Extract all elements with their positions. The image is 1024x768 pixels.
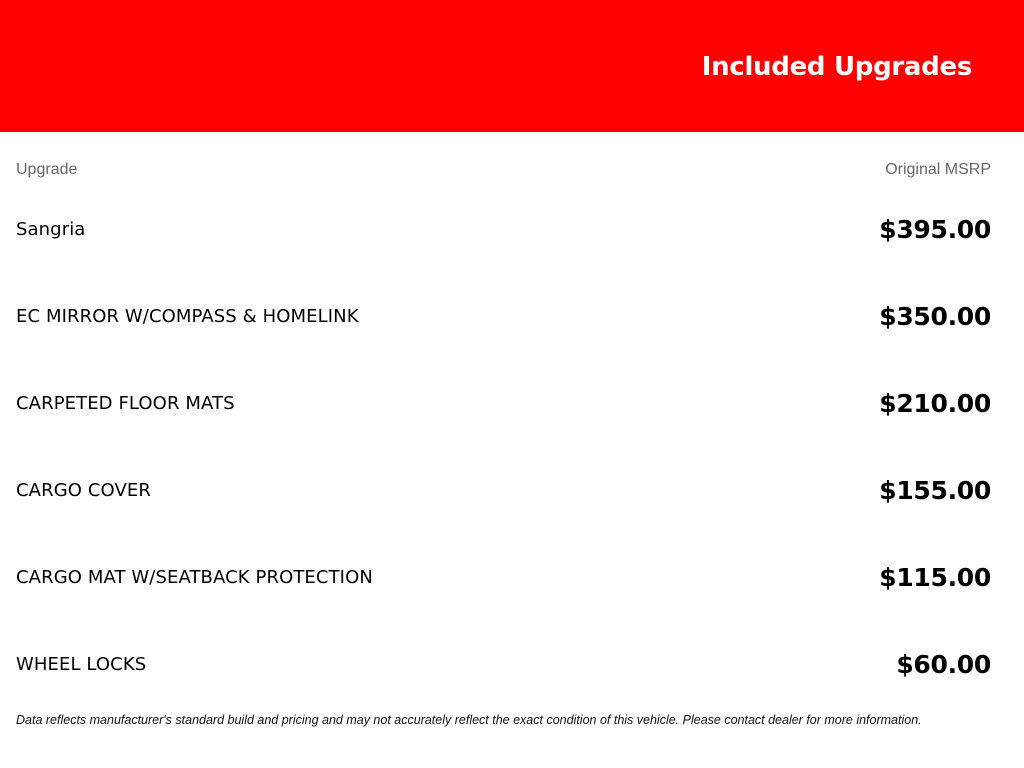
upgrades-list xyxy=(16,200,991,722)
column-header-msrp: Original MSRP xyxy=(885,161,991,178)
upgrade-price: $60.00 xyxy=(896,650,991,679)
list-item xyxy=(16,287,991,374)
disclaimer-text: Data reflects manufacturer's standard build and pricing and may not accurately reflect the exact condition of this vehicle. Please contact dealer for more information. xyxy=(16,713,922,727)
list-item xyxy=(16,635,991,722)
upgrade-price: $210.00 xyxy=(879,389,991,418)
upgrade-price: $350.00 xyxy=(879,302,991,331)
upgrade-name: WHEEL LOCKS xyxy=(16,654,147,675)
upgrade-name: Sangria xyxy=(16,219,86,240)
list-item xyxy=(16,374,991,461)
header-banner xyxy=(0,0,1024,132)
upgrade-name: CARPETED FLOOR MATS xyxy=(16,393,235,414)
page-title: Included Upgrades xyxy=(701,52,972,82)
upgrade-price: $115.00 xyxy=(879,563,991,592)
upgrade-name: CARGO MAT W/SEATBACK PROTECTION xyxy=(16,567,373,588)
list-item xyxy=(16,548,991,635)
upgrade-price: $155.00 xyxy=(879,476,991,505)
upgrade-name: CARGO COVER xyxy=(16,480,151,501)
list-item xyxy=(16,461,991,548)
column-headers xyxy=(16,160,991,180)
column-header-upgrade: Upgrade xyxy=(16,161,78,178)
upgrade-price: $395.00 xyxy=(879,215,991,244)
list-item xyxy=(16,200,991,287)
upgrade-name: EC MIRROR W/COMPASS & HOMELINK xyxy=(16,306,359,327)
